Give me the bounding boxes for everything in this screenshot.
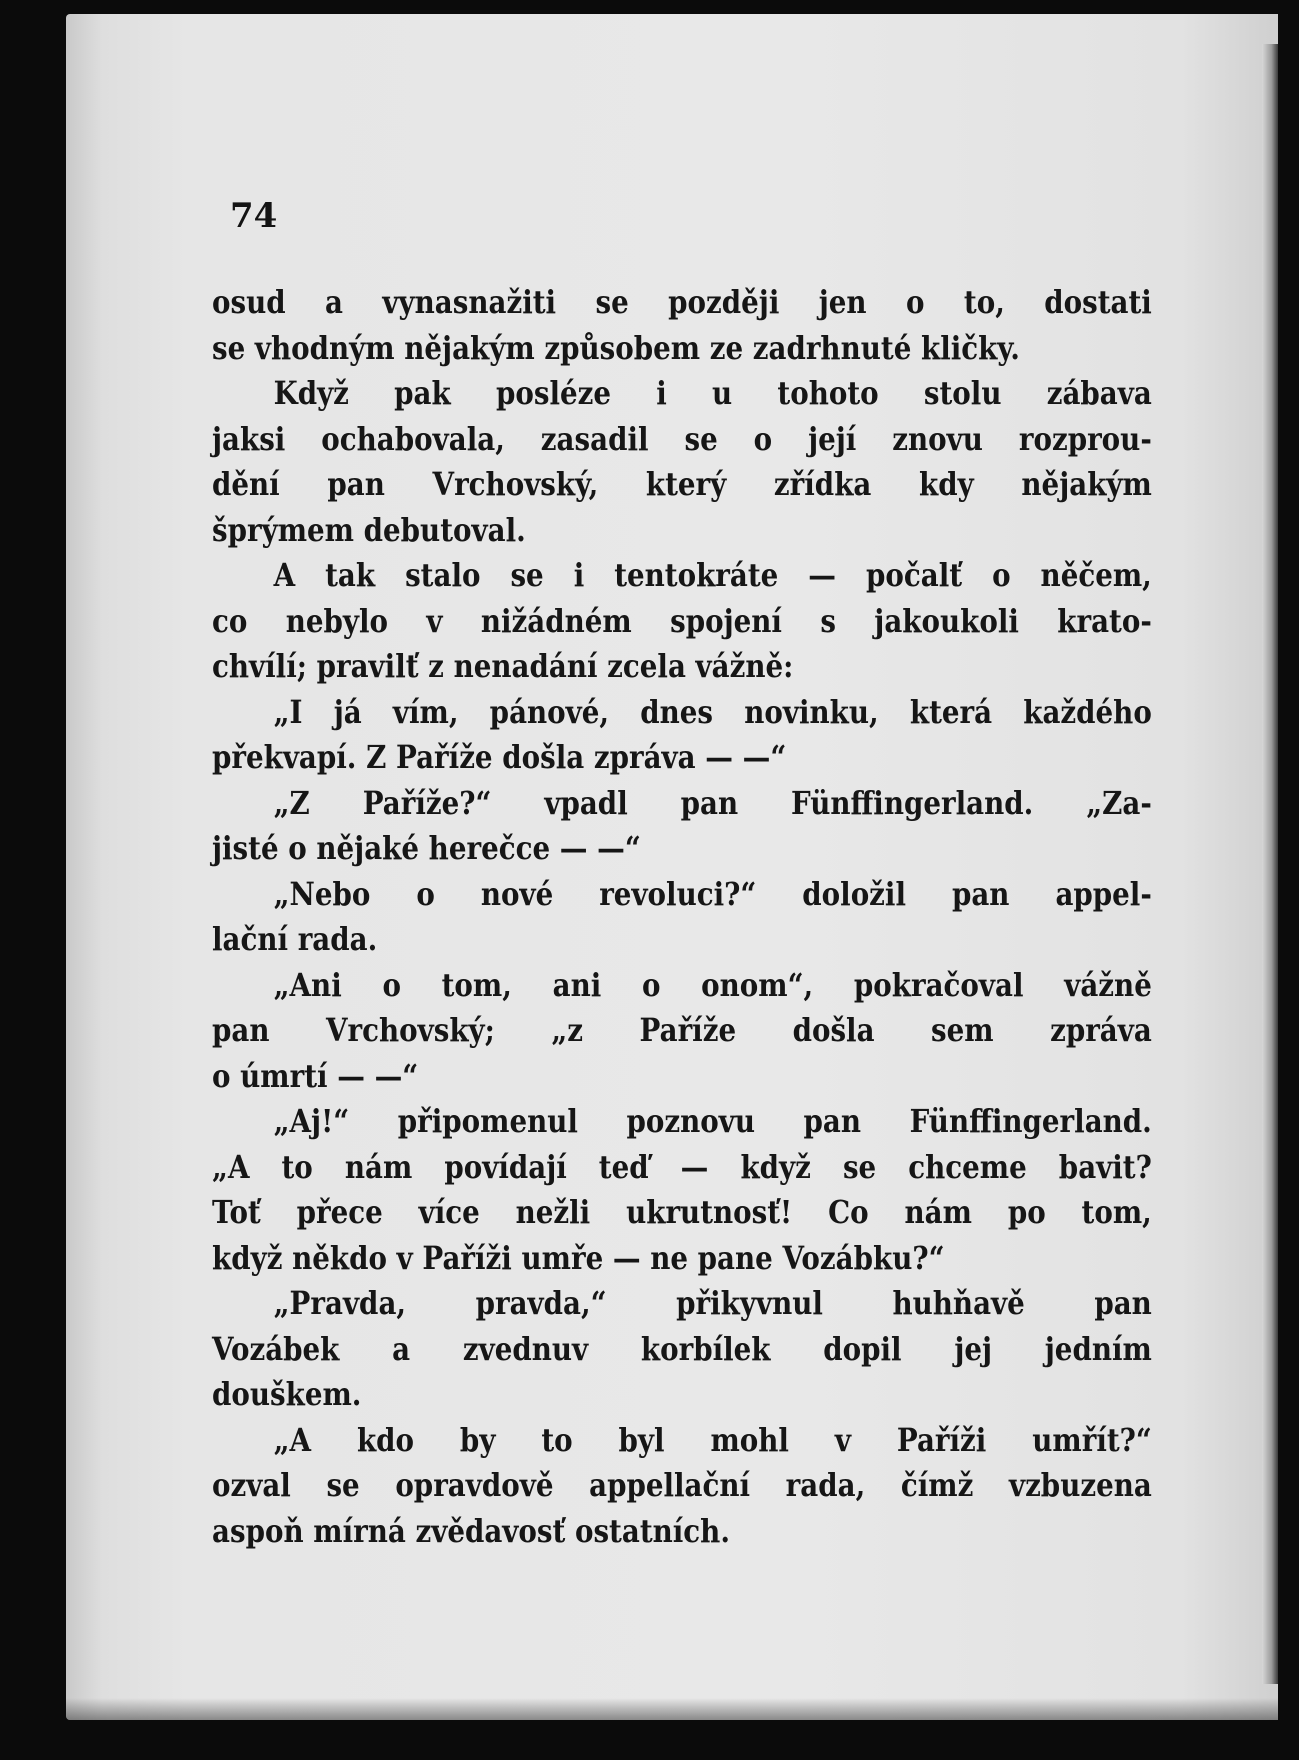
text-line: chvílí; pravilť z nenadání zcela vážně: (212, 648, 794, 685)
page-bottom-shadow (66, 1698, 1278, 1720)
text-line: když někdo v Paříži umře — ne pane Vozábku?“ (212, 1239, 945, 1277)
text-line: lační rada. (212, 921, 378, 958)
text-line: o úmrtí — —“ (212, 1057, 419, 1095)
text-line: douškem. (212, 1376, 362, 1413)
text-line: „Ani o tom, ani o onom“, pokračoval vážně (273, 966, 1152, 1004)
text-line: „Pravda, pravda,“ přikyvnul huhňavě pan (273, 1285, 1152, 1322)
text-line: „A kdo by to byl mohl v Paříži umřít?“ (273, 1421, 1152, 1459)
text-line: pan Vrchovský; „z Paříže došla sem zpráva (212, 1012, 1152, 1049)
text-line: jisté o nějaké herečce — —“ (212, 830, 641, 867)
text-line: „A to nám povídají teď — když se chceme bavit? (212, 1148, 1152, 1186)
text-line: se vhodným nějakým způsobem ze zadrhnuté kličky. (212, 329, 1020, 367)
text-line: „Z Paříže?“ vpadl pan Fünffingerland. „Za- (273, 784, 1152, 822)
text-line: osud a vynasnažiti se později jen o to, dostati (212, 284, 1152, 321)
page-edge-shadow (1262, 44, 1278, 1684)
page-number: 74 (230, 196, 278, 236)
text-line: Vozábek a zvednuv korbílek dopil jej jedním (212, 1330, 1152, 1368)
text-line: Když pak posléze i u tohoto stolu zábava (273, 375, 1152, 412)
text-line: A tak stalo se i tentokráte — počalť o něčem, (273, 557, 1152, 594)
body-text (212, 280, 1152, 1554)
text-line: „Aj!“ připomenul poznovu pan Fünffingerland. (273, 1103, 1152, 1140)
text-line: aspoň mírná zvědavosť ostatních. (212, 1512, 731, 1550)
text-line: „I já vím, pánové, dnes novinku, která každého (273, 693, 1152, 731)
text-line: co nebylo v nižádném spojení s jakoukoli krato- (212, 602, 1152, 640)
text-line: „Nebo o nové revoluci?“ doložil pan appel- (273, 875, 1152, 913)
text-line: překvapí. Z Paříže došla zpráva — —“ (212, 739, 787, 776)
text-line: dění pan Vrchovský, který zřídka kdy nějakým (212, 466, 1152, 503)
text-line: Toť přece více nežli ukrutnosť! Co nám po tom, (212, 1194, 1152, 1231)
text-line: šprýmem debutoval. (212, 511, 526, 549)
text-line: jaksi ochabovala, zasadil se o její znovu rozprou- (212, 420, 1152, 458)
text-line: ozval se opravdově appellační rada, čímž vzbuzena (212, 1467, 1152, 1504)
